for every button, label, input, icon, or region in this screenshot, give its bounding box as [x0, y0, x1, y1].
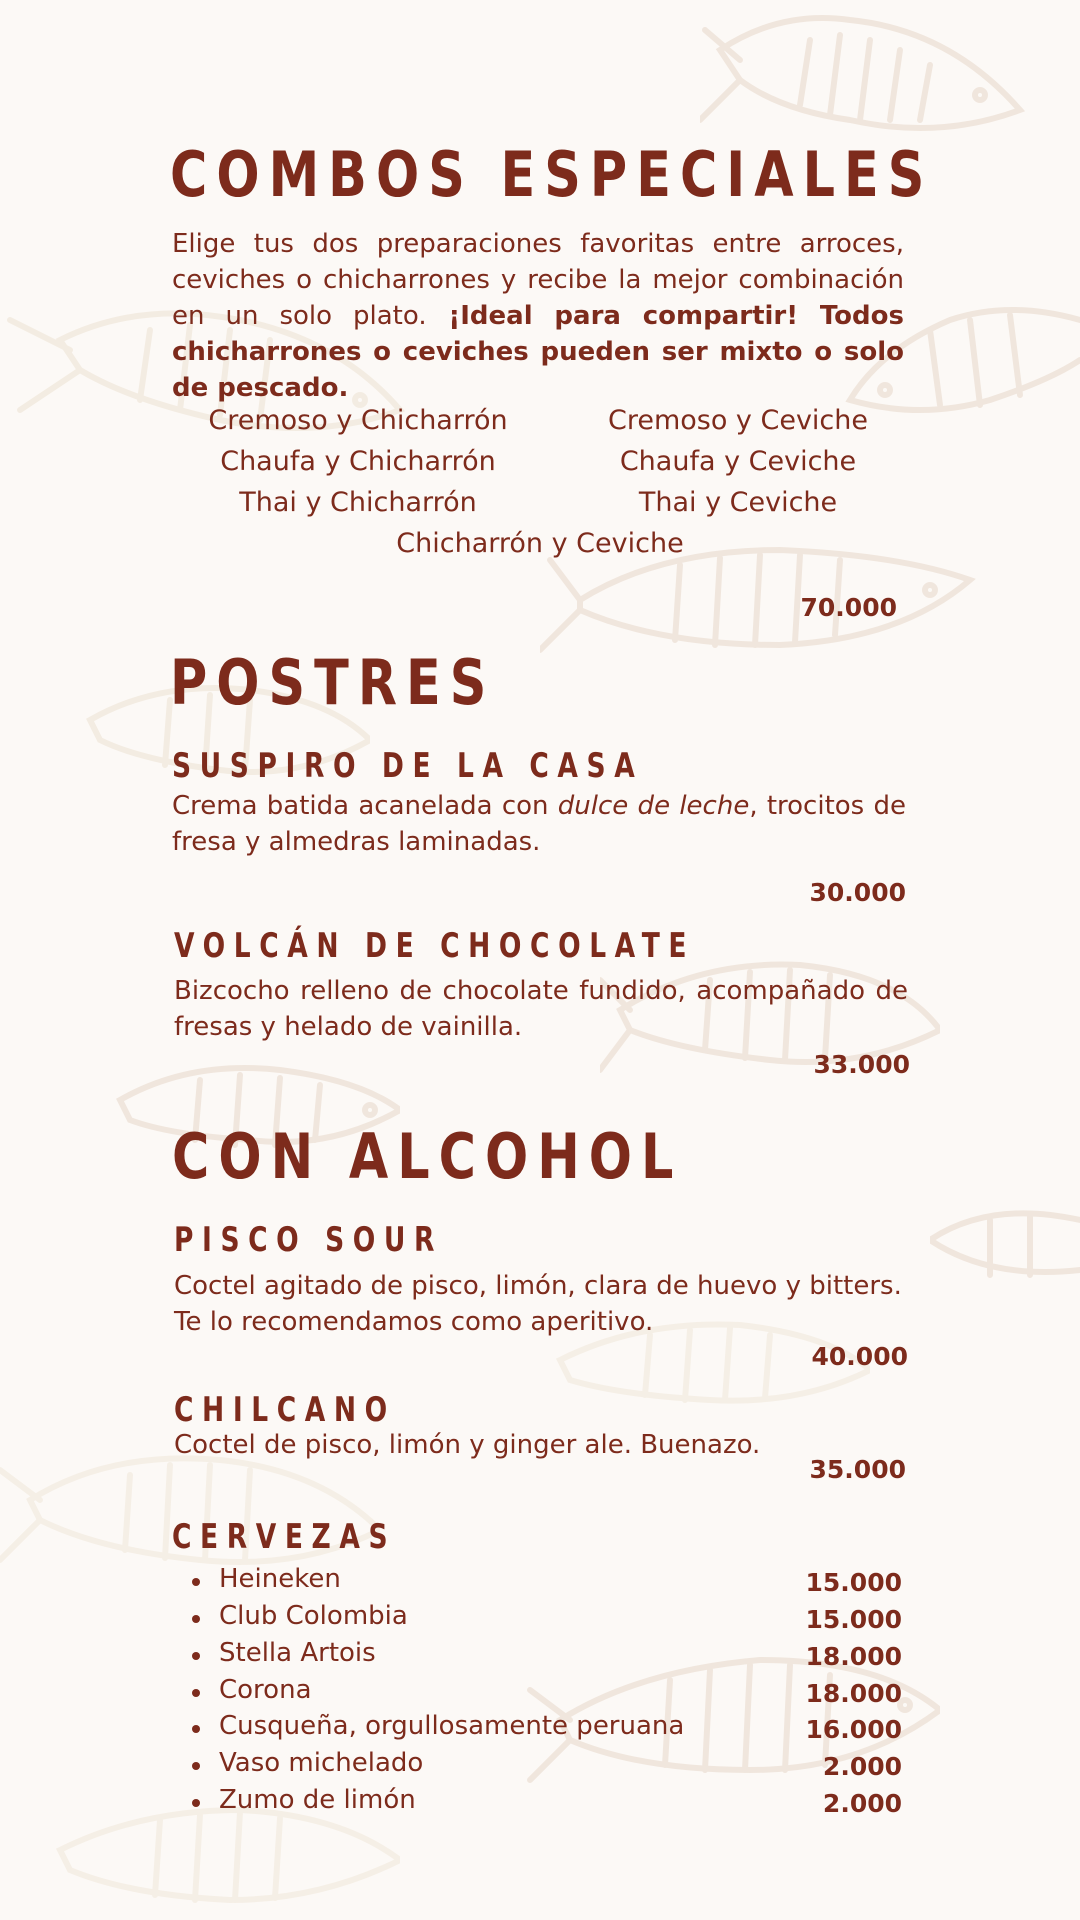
beer-list-item	[192, 1638, 902, 1674]
section-title-postres: POSTRES	[170, 646, 496, 719]
beer-list-item	[192, 1785, 902, 1821]
beer-price: 2.000	[822, 1752, 902, 1781]
suspiro-description-text-end: , trocitos de fresa y almedras laminadas.	[172, 791, 906, 857]
item-title-volcan: VOLCÁN DE CHOCOLATE	[174, 926, 696, 966]
beer-list-item	[192, 1748, 902, 1784]
combo-item: Cremoso y Ceviche	[607, 405, 869, 436]
pisco-sour-description	[174, 1268, 934, 1340]
suspiro-description-italic: dulce de leche	[557, 791, 750, 821]
beer-list-item	[192, 1675, 902, 1711]
combo-item: Chaufa y Chicharrón	[220, 446, 496, 477]
beer-name: Heineken	[219, 1564, 341, 1594]
bullet	[192, 1799, 200, 1807]
combo-item: Cremoso y Chicharrón	[208, 405, 508, 436]
section-title-alcohol: CON ALCOHOL	[172, 1120, 683, 1193]
item-title-chilcano: CHILCANO	[174, 1390, 396, 1430]
beer-list-item	[192, 1564, 902, 1600]
volcan-price: 33.000	[813, 1050, 910, 1079]
bullet	[192, 1762, 200, 1770]
combo-item: Thai y Ceviche	[638, 487, 838, 518]
beer-price: 18.000	[805, 1679, 902, 1708]
suspiro-description	[172, 788, 906, 860]
combo-item: Chaufa y Ceviche	[619, 446, 857, 477]
beer-price: 15.000	[805, 1605, 902, 1634]
item-title-suspiro: SUSPIRO DE LA CASA	[172, 746, 644, 786]
beer-name: Corona	[219, 1675, 312, 1705]
bullet	[192, 1578, 200, 1586]
beer-name: Club Colombia	[219, 1601, 408, 1631]
combos-description-text: Elige tus dos preparaciones favoritas entre arroces, ceviches o chicharrones y recibe la mejor combinación en un solo plato.	[172, 229, 904, 331]
beer-price: 2.000	[822, 1789, 902, 1818]
suspiro-description-text: Crema batida acanelada con	[172, 791, 558, 821]
beer-name: Cusqueña, orgullosamente peruana	[219, 1711, 685, 1741]
beer-name: Zumo de limón	[219, 1785, 416, 1815]
section-title-combos: COMBOS ESPECIALES	[170, 138, 934, 211]
volcan-description: Bizcocho relleno de chocolate fundido, acompañado de fresas y helado de vainilla.	[174, 976, 908, 1042]
beer-name: Vaso michelado	[219, 1748, 424, 1778]
bullet	[192, 1725, 200, 1733]
combo-item: Chicharrón y Ceviche	[396, 528, 684, 559]
pisco-sour-description-line: Te lo recomendamos como aperitivo.	[174, 1307, 654, 1337]
item-title-cervezas: CERVEZAS	[172, 1517, 397, 1557]
combo-item: Thai y Chicharrón	[239, 487, 477, 518]
suspiro-price: 30.000	[809, 878, 906, 907]
beer-price: 18.000	[805, 1642, 902, 1671]
beer-name: Stella Artois	[219, 1638, 376, 1668]
pisco-sour-price: 40.000	[811, 1342, 908, 1371]
beer-list-item	[192, 1601, 902, 1637]
chilcano-description: Coctel de pisco, limón y ginger ale. Buenazo.	[174, 1430, 761, 1460]
bullet	[192, 1652, 200, 1660]
beer-list-item	[192, 1711, 902, 1747]
combos-description	[172, 226, 904, 406]
item-title-pisco-sour: PISCO SOUR	[174, 1220, 444, 1260]
beer-price: 15.000	[805, 1568, 902, 1597]
chilcano-price: 35.000	[809, 1455, 906, 1484]
bullet	[192, 1689, 200, 1697]
pisco-sour-description-line: Coctel agitado de pisco, limón, clara de huevo y bitters.	[174, 1271, 902, 1301]
combos-description-bold: ¡Ideal para compartir! Todos chicharrones o ceviches pueden ser mixto o solo de pescado.	[172, 301, 904, 403]
beer-price: 16.000	[805, 1715, 902, 1744]
bullet	[192, 1615, 200, 1623]
combos-price: 70.000	[800, 593, 897, 622]
